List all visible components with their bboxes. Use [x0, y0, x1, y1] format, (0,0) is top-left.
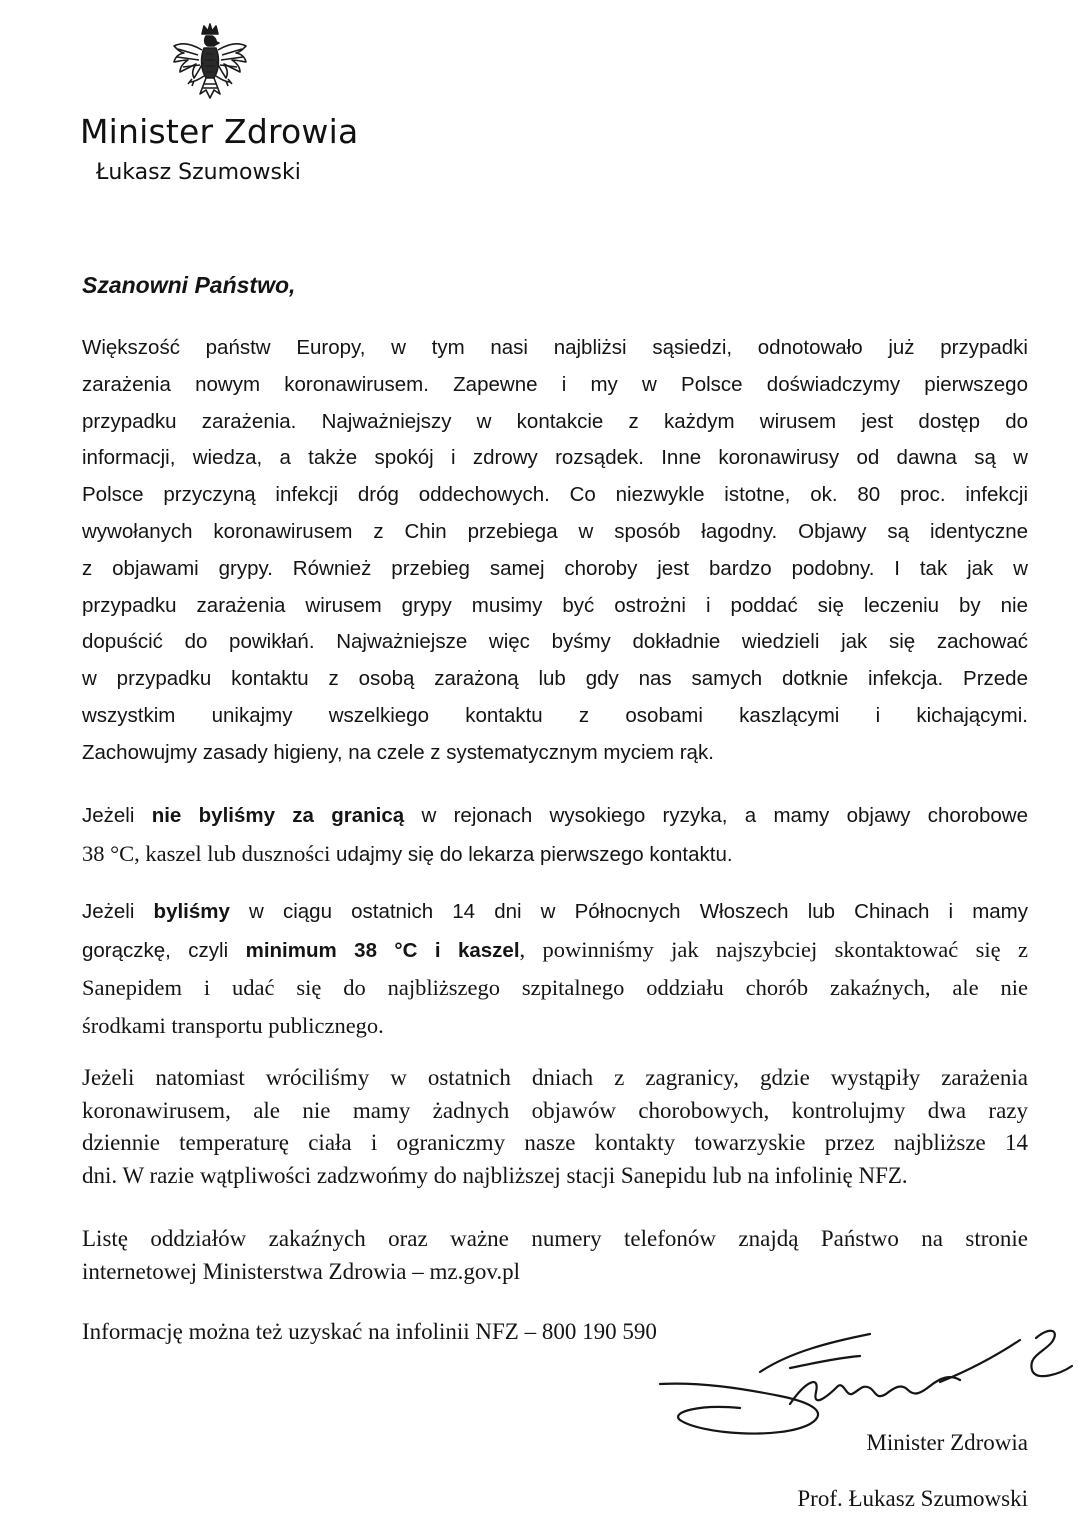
signatory-name: Prof. Łukasz Szumowski — [797, 1486, 1028, 1511]
paragraph-line — [82, 835, 1028, 874]
paragraph-returned — [82, 1062, 1028, 1192]
paragraph-not-abroad — [82, 797, 1028, 873]
paragraph-line: wszystkim unikajmy wszelkiego kontaktu z osobami kaszlącymi i kichającymi. — [82, 703, 1028, 727]
text-run: w ciągu ostatnich 14 dni w Północnych Włoszech lub Chinach i mamy — [229, 900, 1028, 923]
text-run: 38 °C, kaszel lub duszności — [82, 840, 331, 866]
paragraph-line: Informację można też uzyskać na infolinii NFZ – 800 190 590 — [82, 1319, 657, 1344]
letterhead-title: Minister Zdrowia — [80, 112, 359, 151]
text-run: gorączkę, czyli — [82, 938, 246, 962]
paragraph-line: Jeżeli natomiast wróciliśmy w ostatnich dniach z zagranicy, gdzie wystąpiły zarażenia — [82, 1065, 1028, 1090]
text-run: Jeżeli — [82, 804, 152, 827]
paragraph-line — [82, 797, 1028, 835]
paragraph-hospital-list — [82, 1223, 1028, 1288]
paragraph-line: koronawirusem, ale nie mamy żadnych objawów chorobowych, kontrolujmy dwa razy — [82, 1097, 1028, 1123]
letterhead — [0, 0, 1080, 200]
paragraph-line: internetowej Ministerstwa Zdrowia – mz.gov.pl — [82, 1258, 520, 1284]
paragraph-intro — [82, 330, 1028, 772]
paragraph-line: przypadku zarażenia wirusem grypy musimy być ostrożni i poddać się leczeniu by nie — [82, 593, 1028, 617]
paragraph-line: z objawami grypy. Również przebieg samej choroby jest bardzo podobny. I tak jak w — [82, 556, 1028, 580]
text-run: Jeżeli — [82, 900, 154, 923]
paragraph-line: dziennie temperaturę ciała i ograniczmy nasze kontakty towarzyskie przez najbliższe 14 — [82, 1130, 1028, 1155]
emphasis-text: minimum 38 °C i kaszel — [245, 938, 520, 962]
paragraph-line: Większość państw Europy, w tym nasi najbliżsi sąsiedzi, odnotowało już przypadki — [82, 336, 1028, 359]
paragraph-line: informacji, wiedza, a także spokój i zdrowy rozsądek. Inne koronawirusy od dawna są w — [82, 446, 1028, 470]
paragraph-line: w przypadku kontaktu z osobą zarażoną lub gdy nas samych dotknie infekcja. Przede — [82, 667, 1028, 691]
signatory-title: Minister Zdrowia — [866, 1430, 1028, 1455]
paragraph-line: zarażenia nowym koronawirusem. Zapewne i my w Polsce doświadczymy pierwszego — [82, 372, 1028, 396]
paragraph-line: dopuścić do powikłań. Najważniejsze więc byśmy dokładnie wiedzieli jak się zachować — [82, 630, 1028, 654]
emphasis-text: nie byliśmy za granicą — [151, 804, 405, 827]
paragraph-line — [82, 893, 1028, 931]
letterhead-name: Łukasz Szumowski — [96, 160, 301, 185]
text-run: udajmy się do lekarza pierwszego kontaktu. — [330, 842, 733, 866]
paragraph-line: Listę oddziałów zakaźnych oraz ważne numery telefonów znajdą Państwo na stronie — [82, 1226, 1028, 1251]
paragraph-line: dni. W razie wątpliwości zadzwońmy do najbliższej stacji Sanepidu lub na infolinię NFZ. — [82, 1162, 908, 1188]
salutation: Szanowni Państwo, — [82, 272, 296, 298]
text-run: w rejonach wysokiego ryzyka, a mamy objawy chorobowe — [404, 804, 1028, 827]
paragraph-line: Polsce przyczyną infekcji dróg oddechowych. Co niezwykle istotne, ok. 80 proc. infekcji — [82, 483, 1028, 507]
paragraph-abroad — [82, 893, 1028, 1044]
paragraph-line: środkami transportu publicznego. — [82, 1012, 384, 1038]
paragraph-line: przypadku zarażenia. Najważniejszy w kontakcie z każdym wirusem jest dostęp do — [82, 409, 1028, 433]
paragraph-line: wywołanych koronawirusem z Chin przebiega w sposób łagodny. Objawy są identyczne — [82, 519, 1028, 543]
emphasis-text: byliśmy — [153, 900, 230, 923]
polish-eagle-emblem-icon — [168, 22, 252, 108]
paragraph-line: Sanepidem i udać się do najbliższego szpitalnego oddziału chorób zakaźnych, ale nie — [82, 975, 1028, 1000]
paragraph-line — [82, 931, 1028, 970]
paragraph-line: Zachowujmy zasady higieny, na czele z systematycznym myciem rąk. — [82, 740, 714, 764]
text-run: , powinniśmy jak najszybciej skontaktować się z — [519, 936, 1028, 962]
